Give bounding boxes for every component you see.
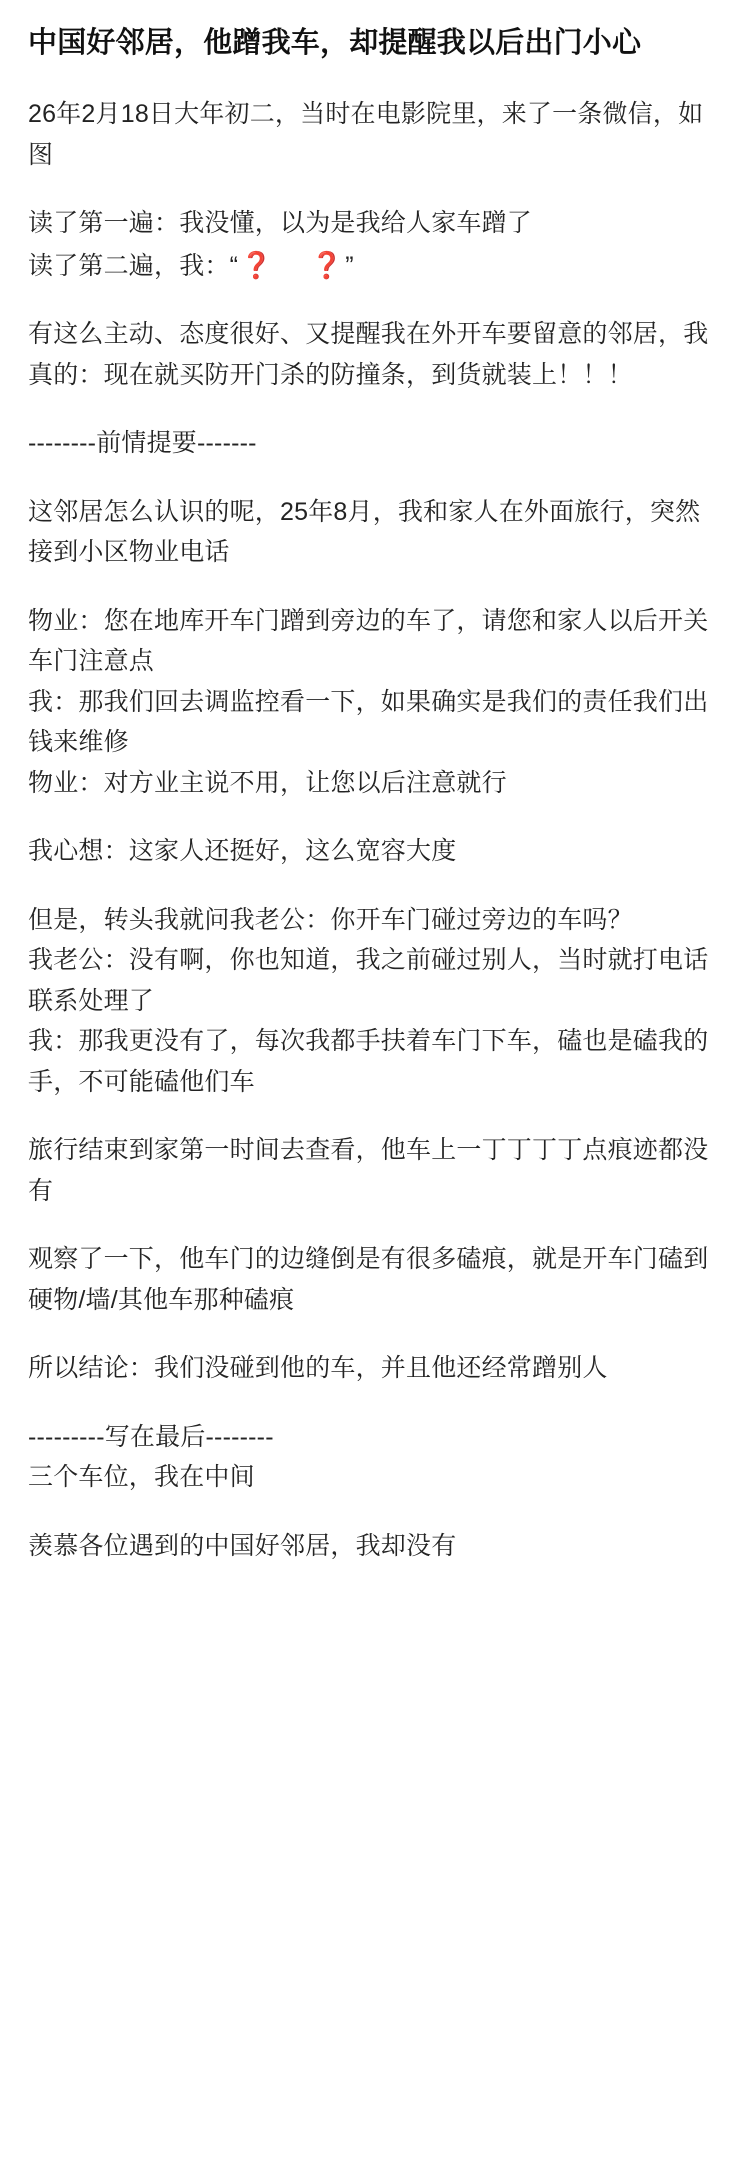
divider-backstory: --------前情提要------- bbox=[28, 429, 257, 458]
paragraph-property-1: 物业：您在地库开车门蹭到旁边的车了，请您和家人以后开关车门注意点 bbox=[28, 606, 709, 676]
page-title: 中国好邻居，他蹭我车，却提醒我以后出门小心 bbox=[28, 27, 642, 59]
paragraph-ask-husband: 但是，转头我就问我老公：你开车门碰过旁边的车吗？ bbox=[28, 905, 633, 934]
paragraph-property-2: 物业：对方业主说不用，让您以后注意就行 bbox=[28, 768, 507, 797]
paragraph-check-car: 旅行结束到家第一时间去查看，他车上一丁丁丁丁点痕迹都没有 bbox=[28, 1136, 709, 1205]
paragraph-good-neighbor: 有这么主动、态度很好、又提醒我在外开车要留意的邻居，我真的：现在就买防开门杀的防撞条，到货就装上！！！ bbox=[28, 320, 709, 389]
paragraph-second-read bbox=[28, 244, 724, 287]
paragraph-husband-reply: 我老公：没有啊，你也知道，我之前碰过别人，当时就打电话联系处理了 bbox=[28, 946, 709, 1015]
paragraph-observation: 观察了一下，他车门的边缝倒是有很多磕痕，就是开车门磕到硬物/墙/其他车那种磕痕 bbox=[28, 1245, 709, 1314]
question-mark-icon-1: ❓ bbox=[240, 249, 273, 280]
question-mark-icon-2: ❓ bbox=[310, 249, 344, 280]
paragraph-parking-spots: 三个车位，我在中间 bbox=[28, 1463, 255, 1492]
paragraph-conclusion: 所以结论：我们没碰到他的车，并且他还经常蹭别人 bbox=[28, 1354, 608, 1383]
paragraph-me-2: 我：那我更没有了，每次我都手扶着车门下车，磕也是磕我的手，不可能磕他们车 bbox=[28, 1027, 709, 1096]
paragraph-backstory-intro: 这邻居怎么认识的呢，25年8月，我和家人在外面旅行，突然接到小区物业电话 bbox=[28, 497, 701, 567]
second-read-prefix: 读了第二遍，我：“ bbox=[28, 251, 239, 280]
paragraph-me-1: 我：那我们回去调监控看一下，如果确实是我们的责任我们出钱来维修 bbox=[28, 687, 709, 757]
second-read-suffix: ” bbox=[345, 251, 354, 280]
paragraph-thought: 我心想：这家人还挺好，这么宽容大度 bbox=[28, 837, 457, 866]
divider-ending: ---------写在最后-------- bbox=[28, 1422, 274, 1451]
paragraph-first-read: 读了第一遍：我没懂，以为是我给人家车蹭了 bbox=[28, 209, 533, 238]
paragraph-envy: 羡慕各位遇到的中国好邻居，我却没有 bbox=[28, 1531, 457, 1560]
paragraph-intro: 26年2月18日大年初二，当时在电影院里，来了一条微信，如图 bbox=[28, 100, 704, 169]
